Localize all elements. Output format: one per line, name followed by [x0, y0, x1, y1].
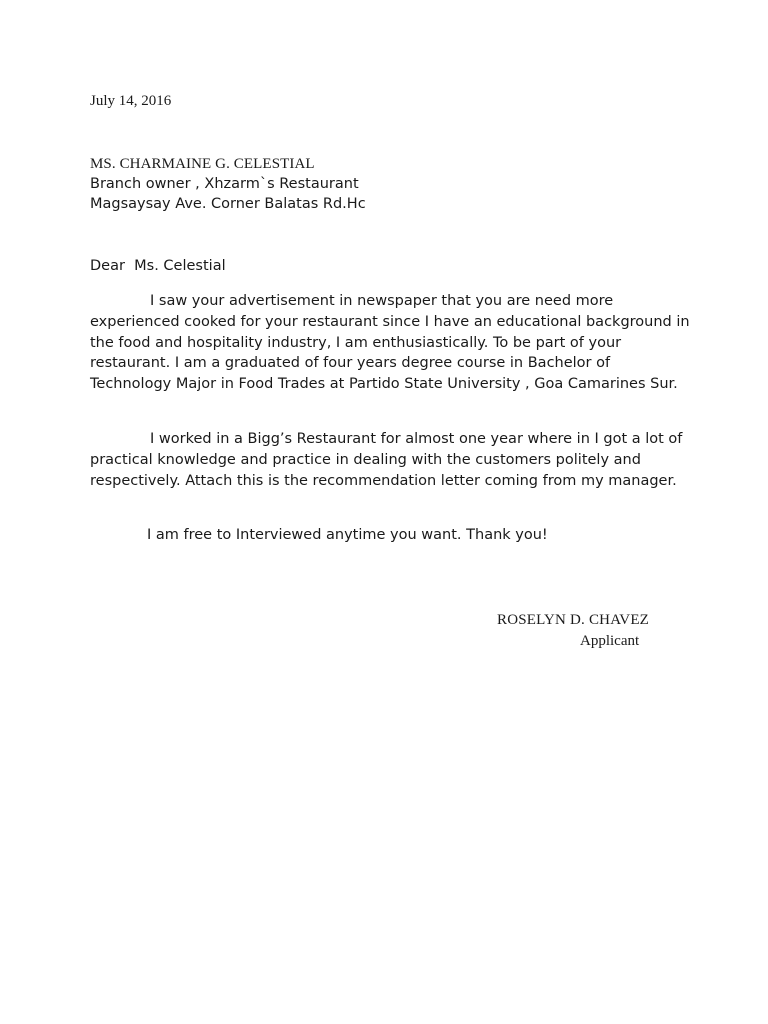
recipient-title: Branch owner , Xhzarm`s Restaurant — [90, 176, 359, 192]
paragraph-2-text: I worked in a Bigg’s Restaurant for almost one year where in I got a lot of practical knowledge and practice in dealing with the customers politely and respectively. Attach this is the recommendation letter coming from my manager. — [90, 431, 683, 489]
recipient-name: MS. CHARMAINE G. CELESTIAL — [90, 156, 315, 172]
signature-role: Applicant — [580, 633, 640, 649]
letter-date: July 14, 2016 — [90, 93, 172, 109]
salutation: Dear Ms. Celestial — [90, 258, 226, 274]
body-paragraph-3 — [90, 525, 690, 546]
paragraph-1-text: I saw your advertisement in newspaper that you are need more experienced cooked for your restaurant since I have an educational background in the food and hospitality industry, I am enthusiastically. To be part of your restaurant. I am a graduated of four years degree course in Bachelor of Technology Major in Food Trades at Partido State University , Goa Camarines Sur. — [90, 293, 690, 393]
signature-name: ROSELYN D. CHAVEZ — [497, 612, 650, 628]
recipient-address: Magsaysay Ave. Corner Balatas Rd.Hc — [90, 196, 366, 212]
body-paragraph-1 — [90, 291, 690, 395]
recipient-block — [90, 154, 366, 214]
paragraph-3-text: I am free to Interviewed anytime you want. Thank you! — [147, 527, 548, 543]
body-paragraph-2 — [90, 429, 690, 491]
